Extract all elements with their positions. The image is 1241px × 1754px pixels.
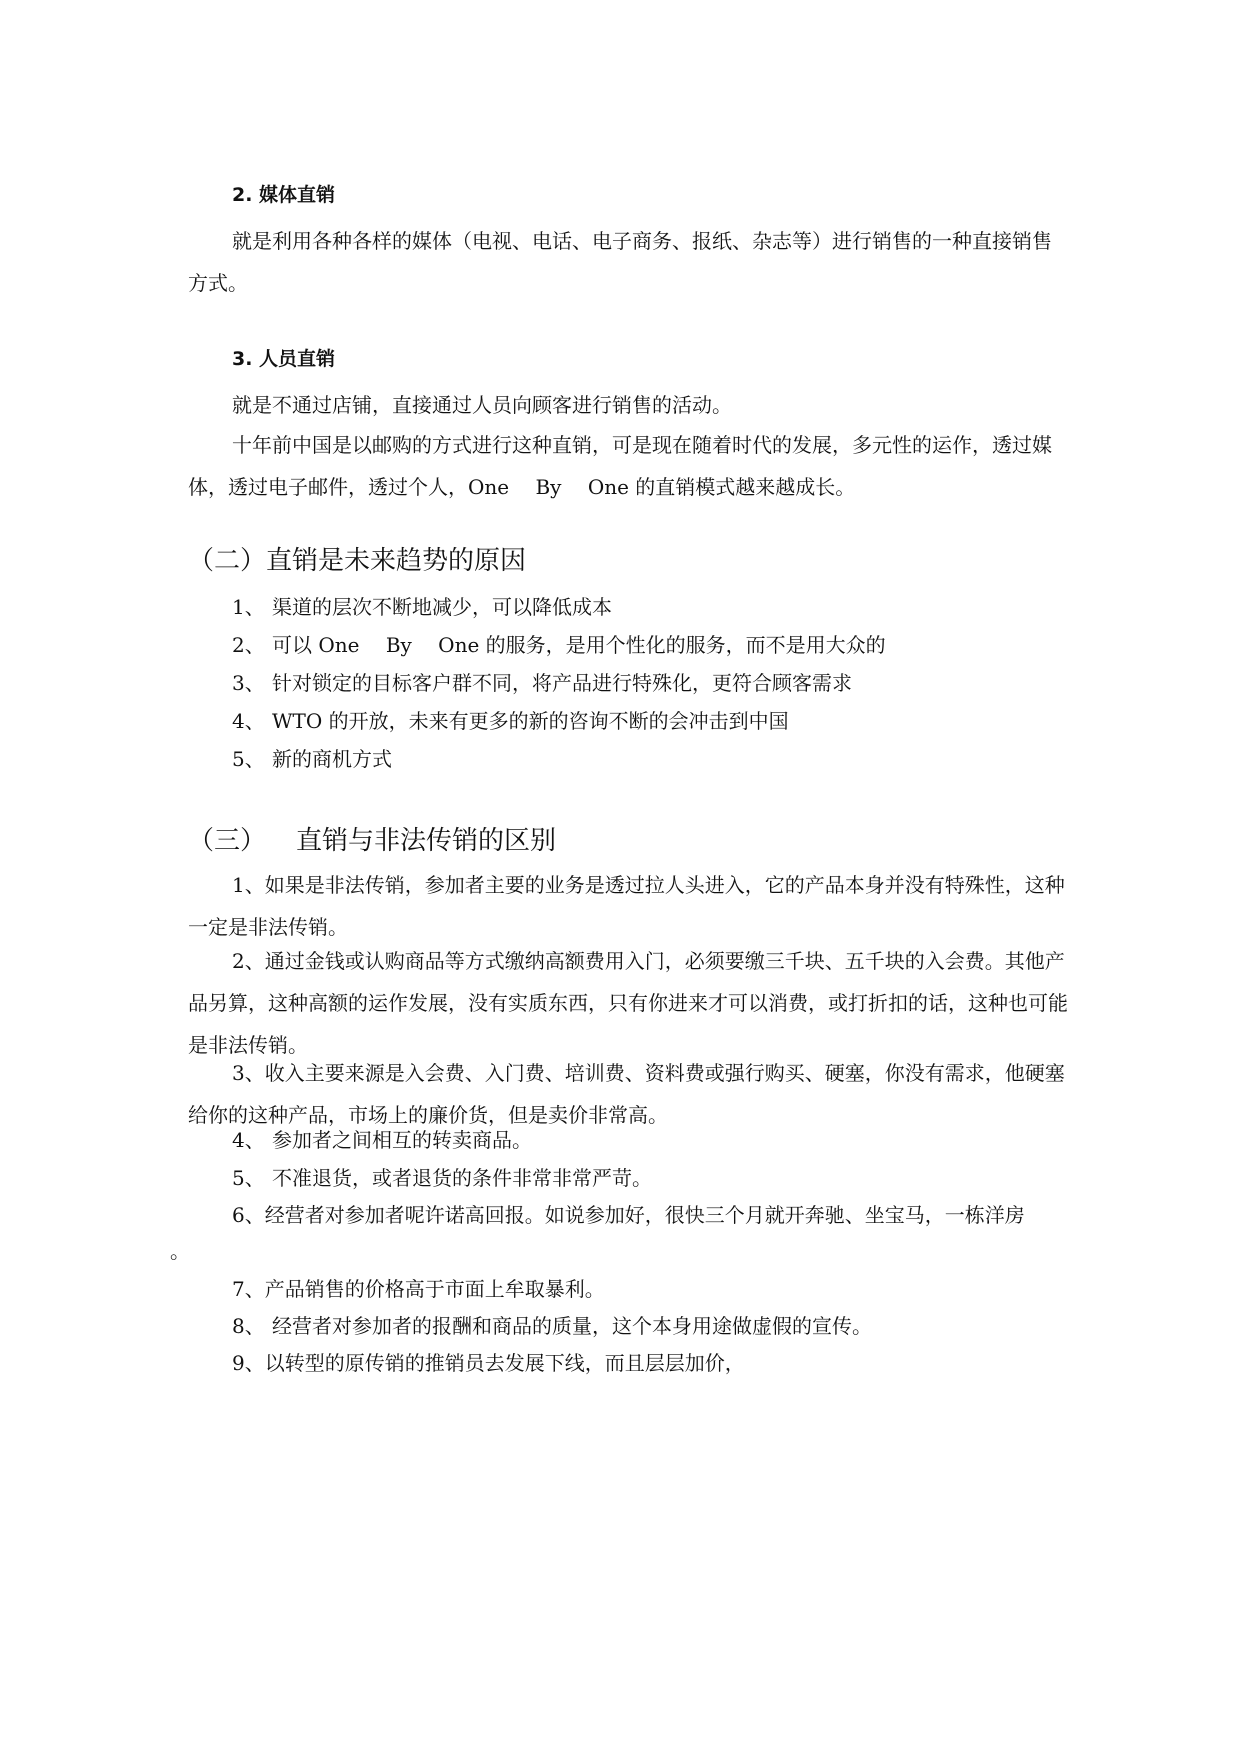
list-item-number: 1、 [232,595,265,619]
paragraph-item-2: 2、通过金钱或认购商品等方式缴纳高额费用入门，必须要缴三千块、五千块的入会费。其他产品另算，这种高额的运作发展，没有实质东西，只有你进来才可以消费，或打折扣的话，这种也可能是非法传销。 [188,949,1068,1057]
list-item [232,708,1112,734]
paragraph-item-7: 7、产品销售的价格高于市面上牟取暴利。 [232,1277,605,1301]
heading-section-three [188,824,1068,858]
paragraph-item-6-tail: 。 [170,1239,190,1263]
paragraph-media: 就是利用各种各样的媒体（电视、电话、电子商务、报纸、杂志等）进行销售的一种直接销售方式。 [188,229,1052,295]
list-item [232,746,1112,772]
item-number: 5、 [232,1166,265,1190]
list-item-number: 2、 [232,633,265,657]
section-title-people: 3. 人员直销 [232,348,336,370]
item-number: 8、 [232,1314,265,1338]
paragraph-item-5 [232,1165,1112,1191]
heading-prefix: （三） [188,826,267,856]
paragraph-people-1: 就是不通过店铺，直接通过人员向顾客进行销售的活动。 [232,393,732,417]
list-item-text: 针对锁定的目标客户群不同，将产品进行特殊化，更符合顾客需求 [272,671,852,695]
list-item-number: 3、 [232,671,265,695]
item-text: 经营者对参加者的报酬和商品的质量，这个本身用途做虚假的宣传。 [272,1314,872,1338]
list-item-text: 新的商机方式 [272,747,392,771]
paragraph-item-3: 3、收入主要来源是入会费、入门费、培训费、资料费或强行购买、硬塞，你没有需求，他硬塞给你的这种产品，市场上的廉价货，但是卖价非常高。 [188,1061,1065,1127]
list-item [232,670,1112,696]
list-item-text: 可以 One By One 的服务，是用个性化的服务，而不是用大众的 [272,633,886,657]
list-item [232,594,1112,620]
paragraph-item-1: 1、如果是非法传销，参加者主要的业务是透过拉人头进入，它的产品本身并没有特殊性，这种一定是非法传销。 [188,873,1065,939]
heading-text: 直销与非法传销的区别 [296,826,557,856]
item-text: 不准退货，或者退货的条件非常非常严苛。 [272,1166,652,1190]
paragraph-item-6: 6、经营者对参加者呢许诺高回报。如说参加好，很快三个月就开奔驰、坐宝马，一栋洋房 [232,1203,1025,1227]
heading-section-two: （二）直销是未来趋势的原因 [188,546,527,576]
paragraph-item-4 [232,1127,1112,1153]
list-item-text: WTO 的开放，未来有更多的新的咨询不断的会冲击到中国 [272,709,789,733]
section-title-media: 2. 媒体直销 [232,184,336,206]
paragraph-item-8 [232,1313,1112,1339]
paragraph-item-9: 9、以转型的原传销的推销员去发展下线，而且层层加价， [232,1351,745,1375]
paragraph-people-2: 十年前中国是以邮购的方式进行这种直销，可是现在随着时代的发展，多元性的运作，透过媒体，透过电子邮件，透过个人，One By One 的直销模式越来越成长。 [188,433,1052,499]
list-item-number: 4、 [232,709,265,733]
item-text: 参加者之间相互的转卖商品。 [272,1128,532,1152]
list-item-number: 5、 [232,747,265,771]
list-item [232,632,1112,658]
list-item-text: 渠道的层次不断地减少，可以降低成本 [272,595,612,619]
item-number: 4、 [232,1128,265,1152]
